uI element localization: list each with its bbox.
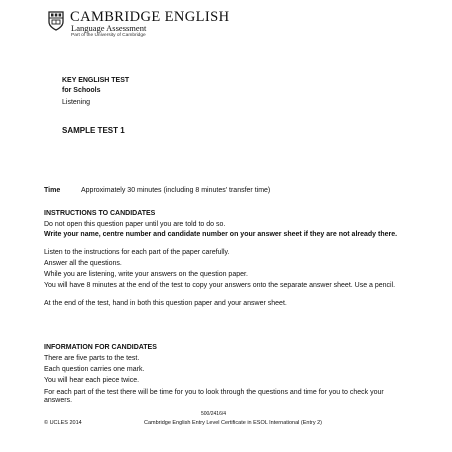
information-line: There are five parts to the test. [44,355,140,362]
instruction-line: At the end of the test, hand in both this question paper and your answer sheet. [44,300,287,307]
brand-subtitle: Language Assessment [71,23,147,33]
test-name: KEY ENGLISH TEST [62,77,130,84]
instructions-heading: INSTRUCTIONS TO CANDIDATES [44,210,156,217]
information-line: For each part of the test there will be time for you to look through the questions and time for you to check your answers. [44,389,384,405]
brand-title: CAMBRIDGE ENGLISH [70,9,230,25]
instruction-line: Answer all the questions. [44,260,122,267]
instruction-line: Do not open this question paper until you are told to do so. [44,221,226,228]
time-value: Approximately 30 minutes (including 8 minutes' transfer time) [81,187,271,194]
instruction-line: Write your name, centre number and candidate number on your answer sheet if they are not already there. [44,231,398,238]
test-for: for Schools [62,87,101,94]
instruction-line: While you are listening, write your answers on the question paper. [44,271,248,278]
certificate-name: Cambridge English Entry Level Certificate in ESOL International (Entry 2) [144,420,323,426]
instruction-line: You will have 8 minutes at the end of the test to copy your answers onto the separate answer sheet. Use a pencil. [44,282,396,289]
instruction-line: Listen to the instructions for each part of the paper carefully. [44,249,230,256]
test-paper: Listening [62,99,91,106]
time-label: Time [44,187,61,194]
information-line: You will hear each piece twice. [44,377,140,384]
sample-test-title: SAMPLE TEST 1 [62,126,125,135]
information-heading: INFORMATION FOR CANDIDATES [44,344,157,351]
information-line: Each question carries one mark. [44,366,145,373]
brand-part-of: Part of the University of Cambridge [71,33,146,38]
cambridge-crest-icon [48,11,64,31]
paper-code: 500/2416/4 [201,411,227,417]
copyright: © UCLES 2014 [44,420,82,426]
